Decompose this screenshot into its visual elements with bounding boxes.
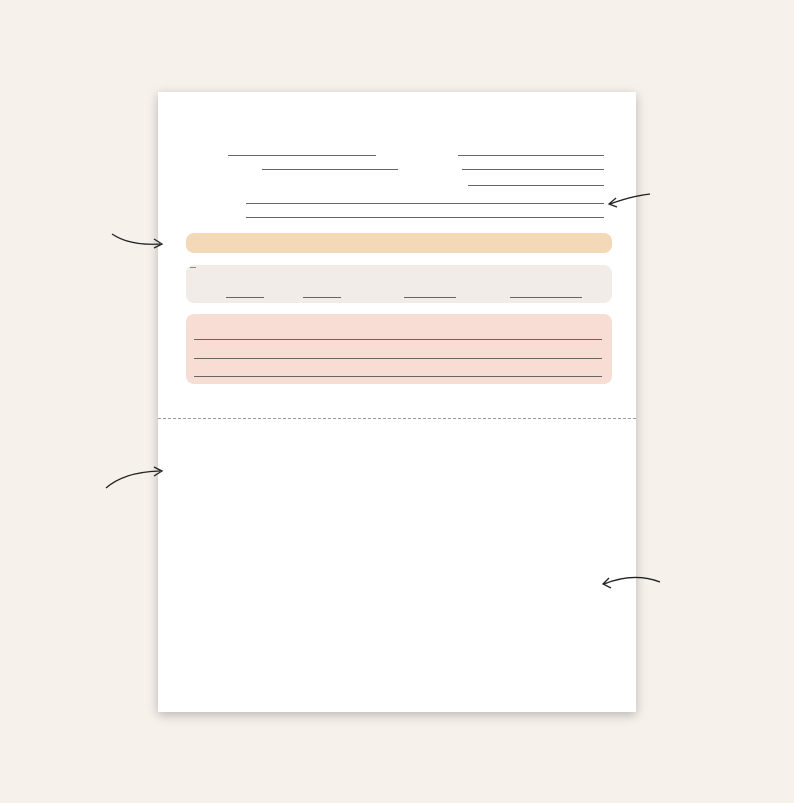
pricing-label xyxy=(190,267,196,268)
planner-sheet xyxy=(158,92,636,712)
callout-information xyxy=(652,186,792,204)
arrow-icon xyxy=(600,574,662,594)
cut-line-divider xyxy=(158,418,636,419)
hotel-section-1 xyxy=(158,92,636,382)
contact-field-1[interactable] xyxy=(246,203,604,204)
address-field[interactable] xyxy=(262,169,398,170)
city-field[interactable] xyxy=(228,155,376,156)
callout-review-bar xyxy=(38,186,158,204)
notes-line xyxy=(194,339,602,340)
callout-pricing xyxy=(664,568,784,586)
notes-line xyxy=(194,358,602,359)
days-field[interactable] xyxy=(226,297,264,298)
notes-line xyxy=(194,376,602,377)
arrow-icon xyxy=(606,192,652,212)
total-cost-field[interactable] xyxy=(510,297,582,298)
arrow-icon xyxy=(104,466,166,492)
contact-field-2[interactable] xyxy=(246,217,604,218)
guests-field[interactable] xyxy=(468,185,604,186)
arrow-icon xyxy=(110,232,170,262)
resort-name-field[interactable] xyxy=(458,155,604,156)
nights-field[interactable] xyxy=(303,297,341,298)
dates-field[interactable] xyxy=(462,169,604,170)
per-night-field[interactable] xyxy=(404,297,456,298)
notes-box[interactable] xyxy=(186,314,612,384)
pricing-bar xyxy=(186,265,612,303)
review-bar xyxy=(186,233,612,253)
